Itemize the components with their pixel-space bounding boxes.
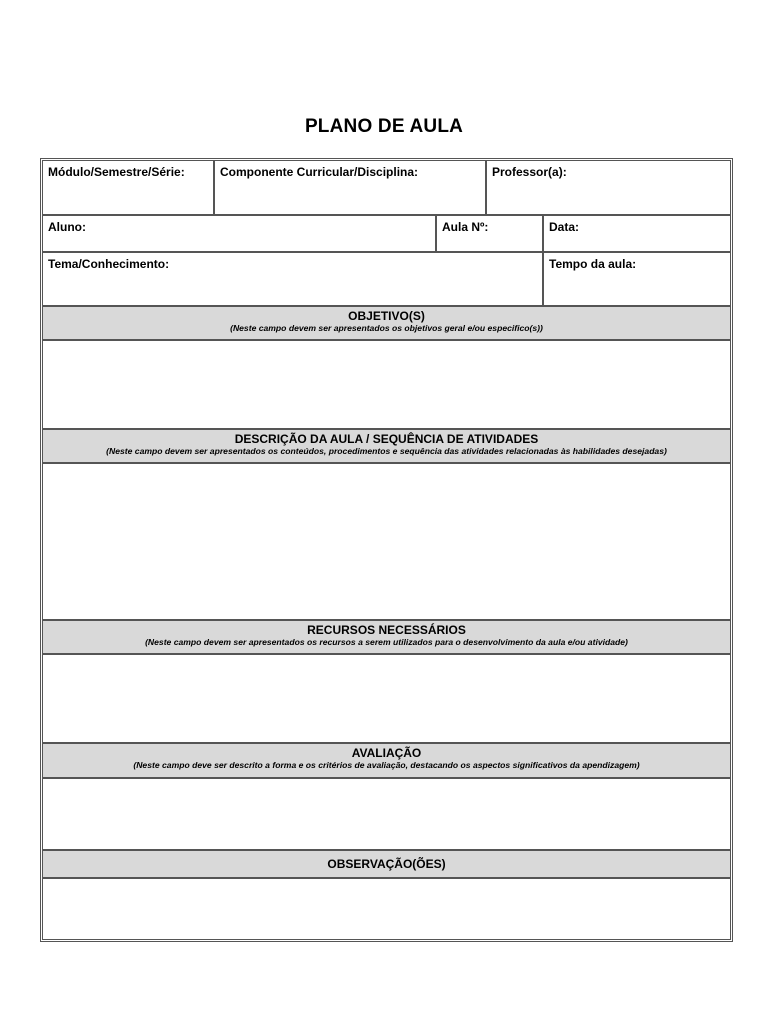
avaliacao-header (42, 743, 731, 778)
observacoes-header (42, 850, 731, 878)
objetivos-area[interactable] (42, 340, 731, 429)
avaliacao-note: (Neste campo deve ser descrito a forma e os critérios de avaliação, destacando os aspectos significativos da apendizagem) (133, 760, 640, 770)
aluno-field[interactable] (42, 215, 436, 252)
lesson-plan-form (40, 158, 733, 942)
componente-field[interactable] (214, 160, 486, 215)
aula-numero-field[interactable] (436, 215, 543, 252)
data-label: Data: (549, 220, 580, 234)
recursos-note: (Neste campo devem ser apresentados os recursos a serem utilizados para o desenvolvimento da aula e/ou atividade) (145, 637, 628, 647)
recursos-title: RECURSOS NECESSÁRIOS (307, 623, 466, 637)
avaliacao-title: AVALIAÇÃO (351, 746, 422, 760)
avaliacao-area[interactable] (42, 778, 731, 850)
tema-field[interactable] (42, 252, 543, 306)
observacoes-title: OBSERVAÇÃO(ÕES) (327, 857, 446, 871)
modulo-label: Módulo/Semestre/Série: (48, 165, 185, 179)
descricao-title: DESCRIÇÃO DA AULA / SEQUÊNCIA DE ATIVIDADES (234, 432, 539, 446)
observacoes-area[interactable] (42, 878, 731, 940)
descricao-header (42, 429, 731, 463)
aluno-label: Aluno: (48, 220, 86, 234)
modulo-field[interactable] (42, 160, 214, 215)
descricao-area[interactable] (42, 463, 731, 620)
tempo-field[interactable] (543, 252, 731, 306)
professor-label: Professor(a): (492, 165, 567, 179)
document-title: PLANO DE AULA (304, 116, 464, 137)
objetivos-title: OBJETIVO(S) (348, 309, 425, 323)
tempo-label: Tempo da aula: (549, 257, 637, 271)
professor-field[interactable] (486, 160, 731, 215)
componente-label: Componente Curricular/Disciplina: (220, 165, 419, 179)
aula-numero-label: Aula Nº: (442, 220, 489, 234)
recursos-header (42, 620, 731, 654)
descricao-note: (Neste campo devem ser apresentados os conteúdos, procedimentos e sequência das atividades relacionadas às habilidades desejadas) (106, 446, 667, 456)
recursos-area[interactable] (42, 654, 731, 743)
objetivos-header (42, 306, 731, 340)
objetivos-note: (Neste campo devem ser apresentados os objetivos geral e/ou especifico(s)) (230, 323, 543, 333)
data-field[interactable] (543, 215, 731, 252)
tema-label: Tema/Conhecimento: (48, 257, 170, 271)
